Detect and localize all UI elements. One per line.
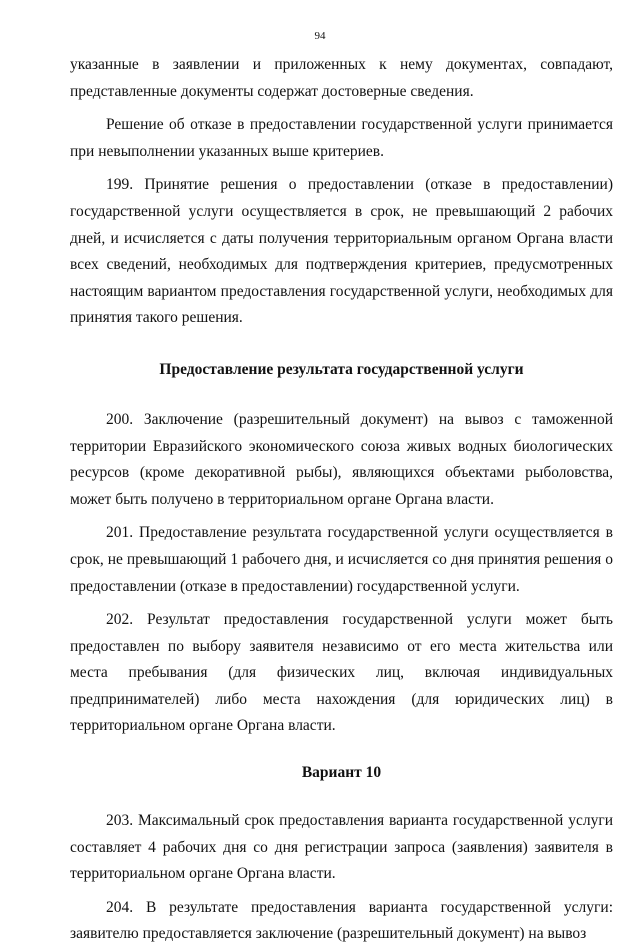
section-heading-variant: Вариант 10 [301, 764, 382, 782]
paragraph-refusal-decision: Решение об отказе в предоставлении государственной услуги принимается при невыполнении указанных выше критериев. [70, 116, 613, 160]
page-content [70, 52, 613, 948]
page-number: 94 [314, 30, 326, 42]
paragraph-204: 204. В результате предоставления варианта государственной услуги: заявителю предоставляется заключение (разрешительный документ) на вывоз [70, 898, 613, 943]
paragraph-continuation: указанные в заявлении и приложенных к нему документах, совпадают, представленные документы содержат достоверные сведения. [70, 56, 613, 100]
paragraph-203: 203. Максимальный срок предоставления варианта государственной услуги составляет 4 рабочих дня со дня регистрации запроса (заявления) заявителя в территориальном органе Органа власти. [70, 812, 613, 883]
paragraph-201: 201. Предоставление результата государственной услуги осуществляется в срок, не превышающий 1 рабочего дня, и исчисляется со дня принятия решения о предоставлении (отказе в предоставлении) государственной услуги. [70, 524, 613, 595]
paragraph-199: 199. Принятие решения о предоставлении (отказе в предоставлении) государственной услуги осуществляется в срок, не превышающий 2 рабочих дней, и исчисляется с даты получения территориальным органом Органа власти всех сведений, необходимых для подтверждения критериев, предусмотренных настоящим вариантом предоставления государственной услуги, необходимых для принятия такого решения. [70, 176, 613, 327]
paragraph-200: 200. Заключение (разрешительный документ) на вывоз с таможенной территории Евразийского экономического союза живых водных биологических ресурсов (кроме декоративной рыбы), являющихся объектами рыболовства, может быть получено в территориальном органе Органа власти. [70, 410, 613, 508]
section-heading-result: Предоставление результата государственной услуги [159, 360, 524, 378]
paragraph-202: 202. Результат предоставления государственной услуги может быть предоставлен по выбору заявителя независимо от его места жительства или места пребывания (для физических лиц, включая индивидуальных предпринимателей) либо места нахождения (для юридических лиц) в территориальном органе Органа власти. [70, 611, 613, 735]
